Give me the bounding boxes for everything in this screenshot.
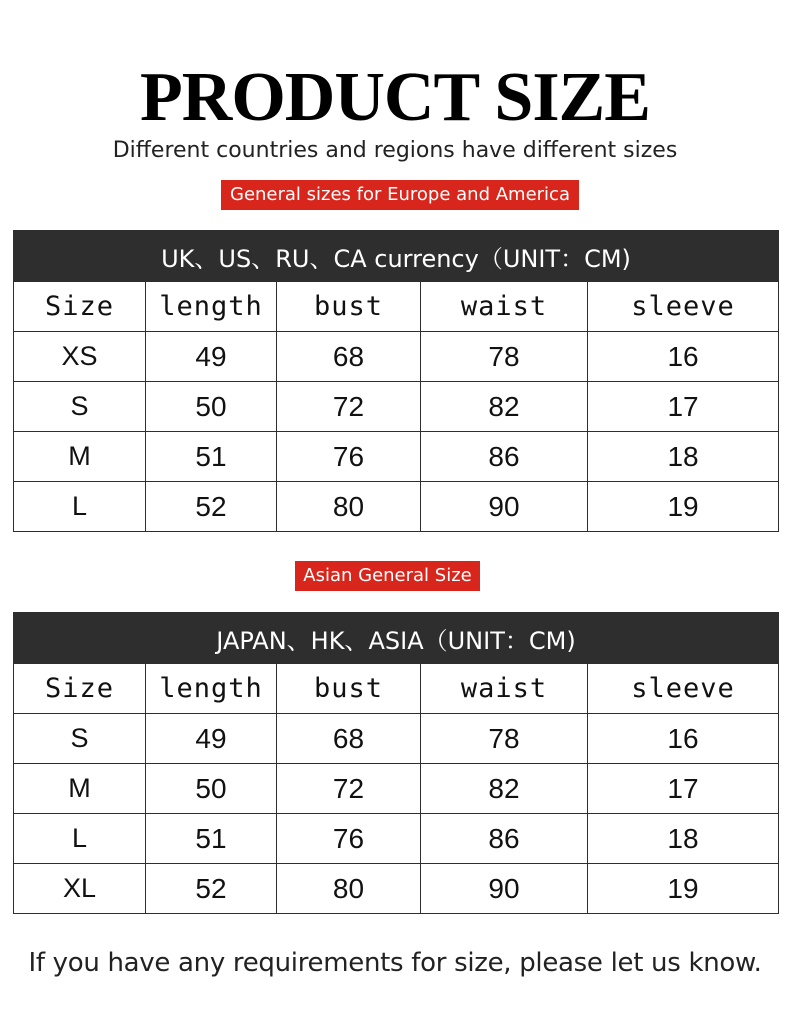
waist-cell: 86 [421, 432, 588, 482]
length-cell: 49 [146, 714, 277, 764]
bust-cell: 80 [277, 864, 421, 914]
waist-cell: 90 [421, 864, 588, 914]
size-cell: M [14, 764, 146, 814]
length-cell: 52 [146, 864, 277, 914]
europe-america-label: General sizes for Europe and America [221, 180, 579, 210]
footer-note: If you have any requirements for size, please let us know. [28, 948, 762, 978]
bust-cell: 72 [277, 382, 421, 432]
size-cell: S [14, 714, 146, 764]
length-cell: 51 [146, 432, 277, 482]
length-cell: 50 [146, 764, 277, 814]
sleeve-cell: 16 [588, 332, 779, 382]
table-row [14, 764, 779, 814]
waist-cell: 82 [421, 764, 588, 814]
bust-cell: 72 [277, 764, 421, 814]
column-header-row [14, 664, 779, 714]
column-header-waist: waist [421, 664, 588, 714]
page-subtitle: Different countries and regions have different sizes [112, 138, 678, 163]
waist-cell: 82 [421, 382, 588, 432]
asia-table-banner: JAPAN、HK、ASIA（UNIT：CM) [14, 613, 779, 664]
table-row [14, 814, 779, 864]
size-cell: XS [14, 332, 146, 382]
asia-size-table [13, 612, 779, 914]
column-header-sleeve: sleeve [588, 282, 779, 332]
sleeve-cell: 19 [588, 864, 779, 914]
sleeve-cell: 19 [588, 482, 779, 532]
length-cell: 52 [146, 482, 277, 532]
bust-cell: 76 [277, 432, 421, 482]
size-cell: L [14, 814, 146, 864]
table-row [14, 864, 779, 914]
table-row [14, 714, 779, 764]
size-cell: L [14, 482, 146, 532]
bust-cell: 68 [277, 714, 421, 764]
column-header-length: length [146, 664, 277, 714]
waist-cell: 86 [421, 814, 588, 864]
waist-cell: 78 [421, 714, 588, 764]
waist-cell: 78 [421, 332, 588, 382]
sleeve-cell: 17 [588, 764, 779, 814]
table-row [14, 432, 779, 482]
column-header-sleeve: sleeve [588, 664, 779, 714]
length-cell: 51 [146, 814, 277, 864]
sleeve-cell: 18 [588, 432, 779, 482]
length-cell: 49 [146, 332, 277, 382]
bust-cell: 68 [277, 332, 421, 382]
bust-cell: 80 [277, 482, 421, 532]
sleeve-cell: 18 [588, 814, 779, 864]
europe-america-size-table [13, 230, 779, 532]
column-header-waist: waist [421, 282, 588, 332]
column-header-length: length [146, 282, 277, 332]
sleeve-cell: 16 [588, 714, 779, 764]
column-header-bust: bust [277, 664, 421, 714]
sleeve-cell: 17 [588, 382, 779, 432]
size-cell: M [14, 432, 146, 482]
column-header-bust: bust [277, 282, 421, 332]
column-header-row [14, 282, 779, 332]
column-header-size: Size [14, 282, 146, 332]
waist-cell: 90 [421, 482, 588, 532]
page-title: PRODUCT SIZE [140, 59, 650, 136]
table-row [14, 482, 779, 532]
bust-cell: 76 [277, 814, 421, 864]
table-row [14, 332, 779, 382]
size-cell: XL [14, 864, 146, 914]
length-cell: 50 [146, 382, 277, 432]
table-row [14, 382, 779, 432]
column-header-size: Size [14, 664, 146, 714]
size-cell: S [14, 382, 146, 432]
asia-label: Asian General Size [295, 561, 480, 591]
europe-america-table-banner: UK、US、RU、CA currency（UNIT：CM) [14, 231, 779, 282]
